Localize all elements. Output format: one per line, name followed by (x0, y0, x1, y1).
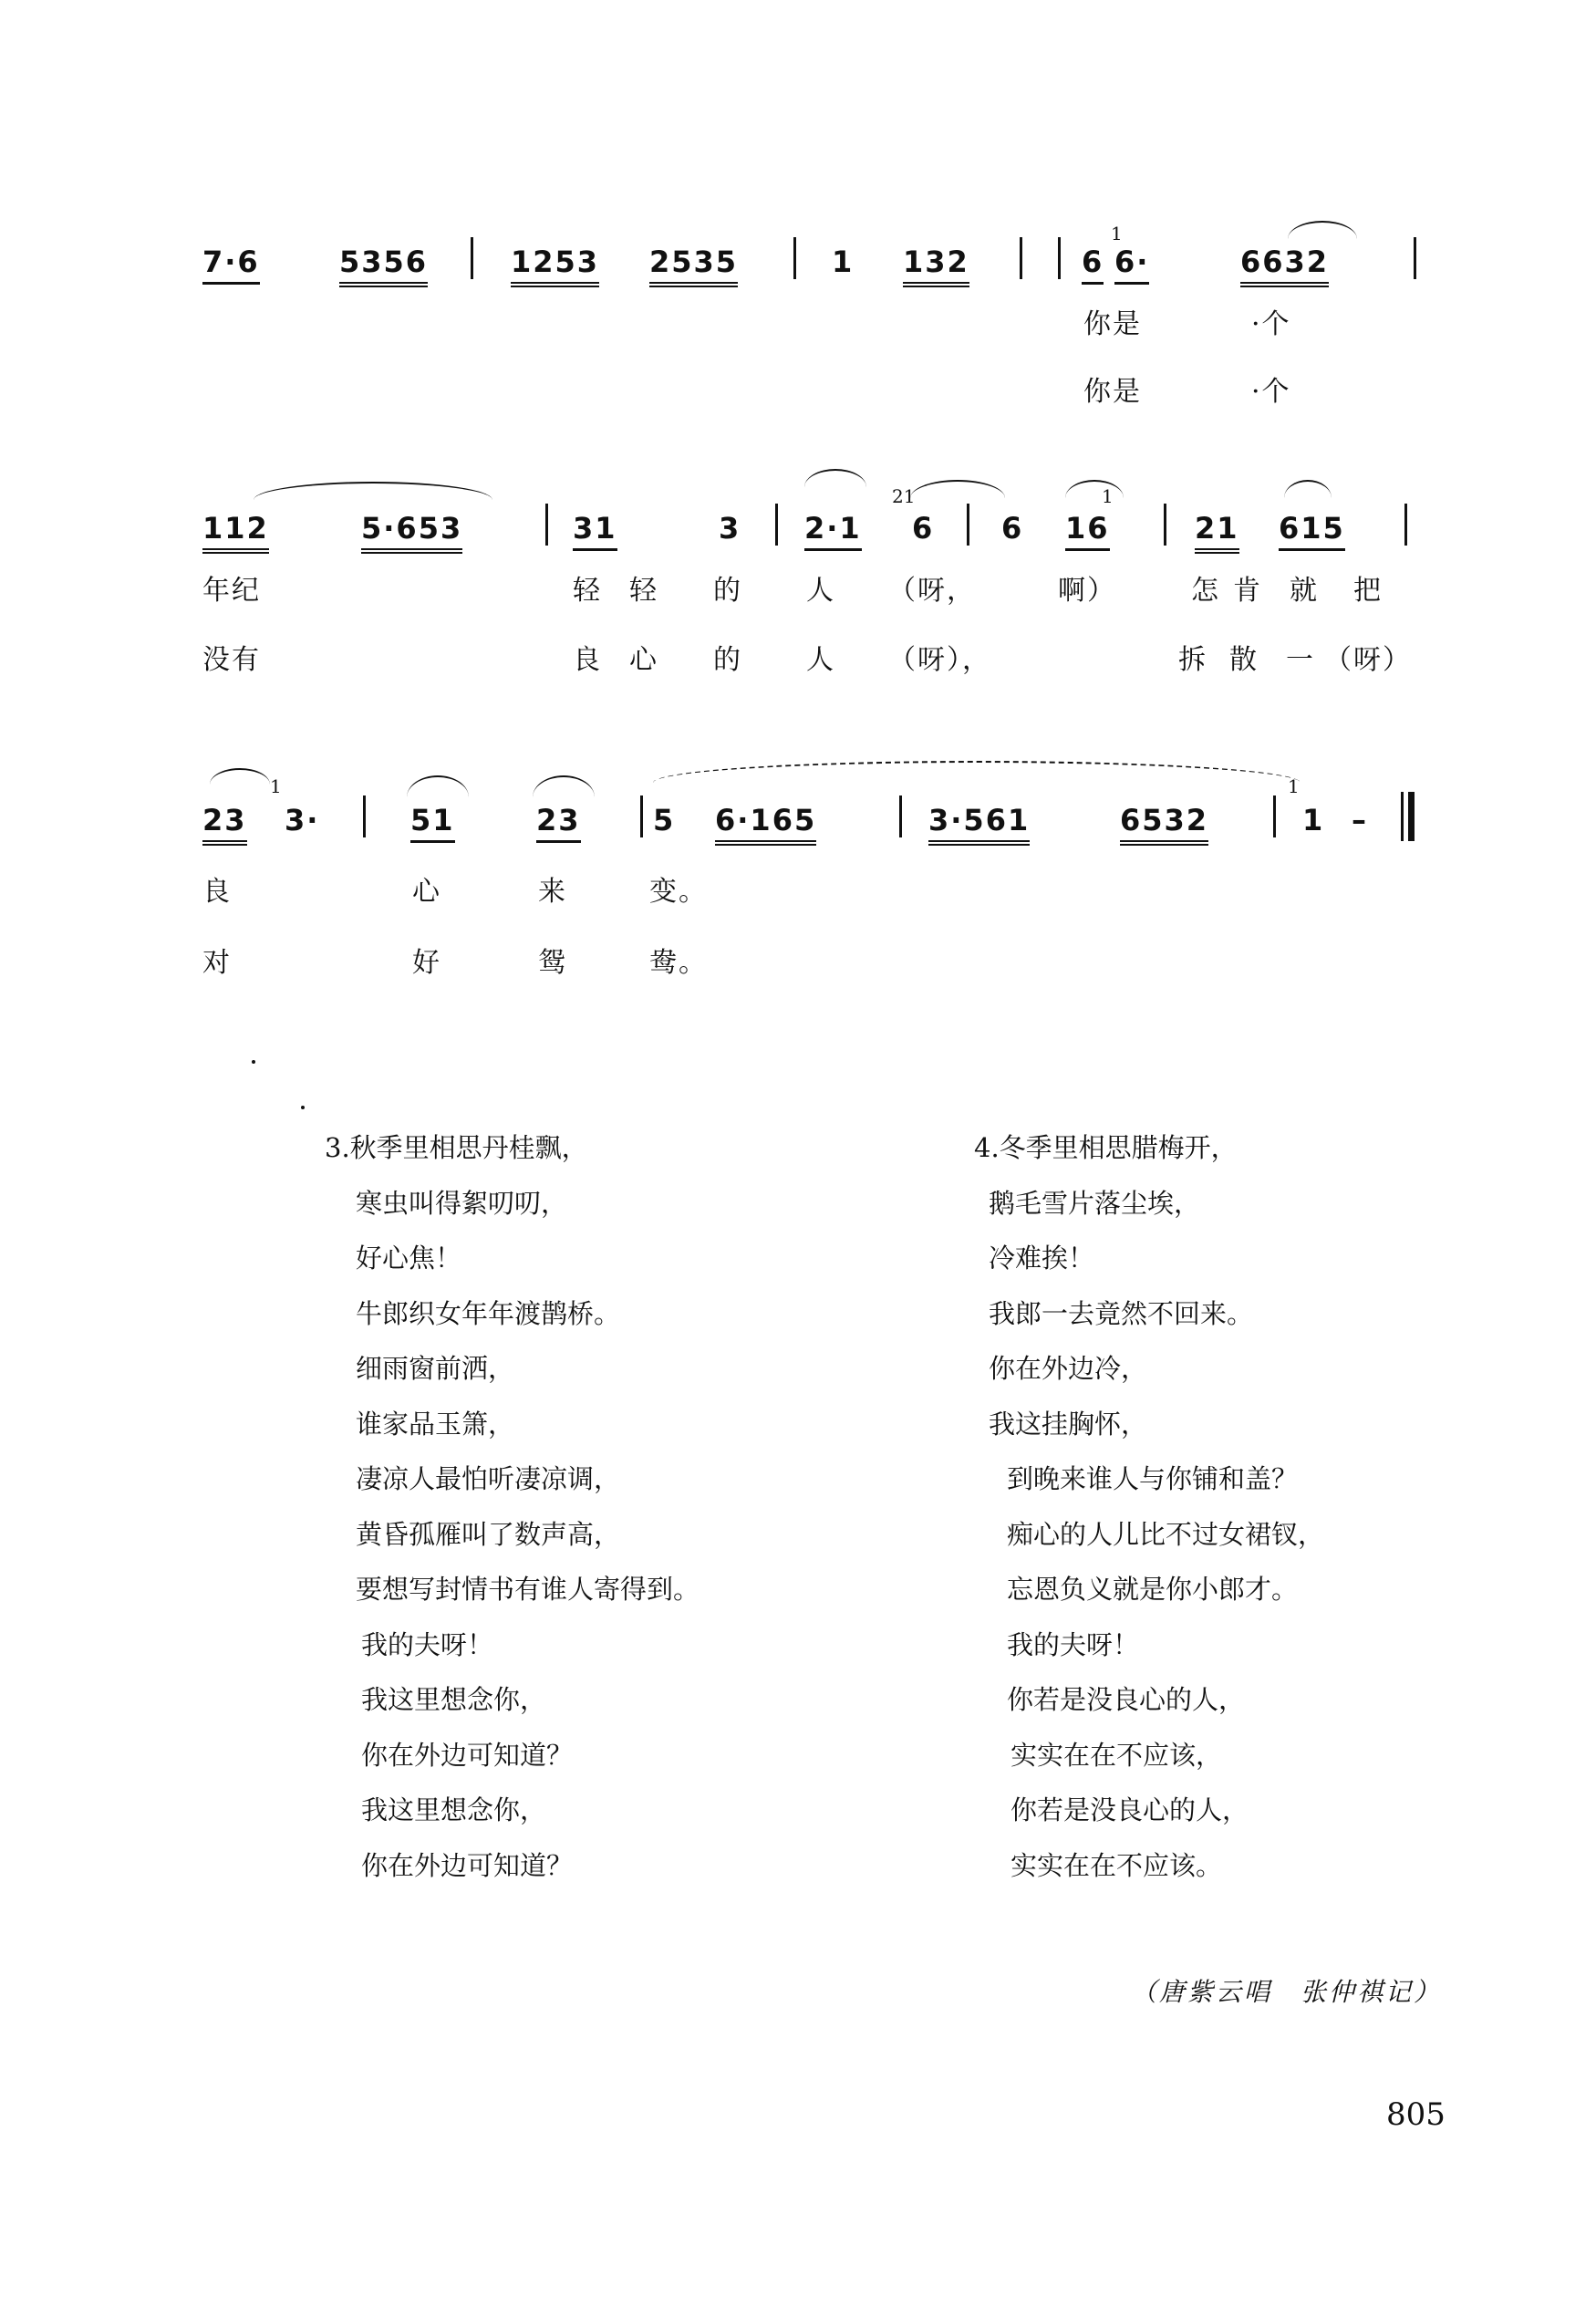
lyric: 好 (412, 947, 441, 979)
note-group: 1 (1302, 803, 1325, 837)
lyric: ·个 (1251, 308, 1291, 340)
grace-note: 1 (270, 775, 282, 797)
slur (804, 469, 866, 487)
verse-3 (325, 1120, 700, 1893)
verse-line: 牛郎织女年年渡鹊桥。 (356, 1297, 621, 1329)
lyric: 来 (538, 876, 567, 908)
slur (1284, 480, 1332, 498)
note-group: 21 (1195, 511, 1239, 554)
lyric: 你是 (1083, 376, 1142, 408)
note-group: 2535 (649, 244, 738, 287)
lyric: 散 (1229, 644, 1259, 676)
lyric: 的 (713, 644, 742, 676)
lyric: 良 (202, 876, 232, 908)
slur (210, 768, 270, 785)
lyric: 年纪 (202, 575, 261, 607)
note-group: 3 (719, 511, 741, 546)
note-group: 7·6 (202, 244, 260, 285)
note-group: 6632 (1240, 244, 1329, 287)
verse-line: 我这里想念你， (361, 1684, 547, 1715)
note-group: 6532 (1120, 803, 1208, 846)
page-number: 805 (1386, 2096, 1446, 2133)
note-group: 3· (285, 803, 320, 837)
barline (1058, 237, 1061, 279)
note-group: 615 (1279, 511, 1345, 551)
credit-line: （唐紫云唱 张仲祺记） (1131, 1977, 1443, 2007)
verse-line: 寒虫叫得絮叨叨， (356, 1187, 568, 1219)
verse-line: 你在外边可知道？ (361, 1739, 574, 1771)
lyric: ·个 (1251, 376, 1291, 408)
note-group: 132 (903, 244, 969, 287)
lyric: 心 (412, 876, 441, 908)
lyric: 心 (629, 644, 658, 676)
lyric: 你是 (1083, 308, 1142, 340)
verse-line: 黄昏孤雁叫了数声高， (356, 1518, 621, 1550)
lyric: （呀）， (888, 644, 991, 676)
verse-line: 好心焦！ (356, 1243, 462, 1274)
verse-line: 凄凉人最怕听凄凉调， (356, 1463, 621, 1494)
final-barline-thick (1408, 792, 1415, 841)
lyric: 轻 (629, 575, 658, 607)
note-group: 5·653 (361, 511, 462, 554)
note-group: 1 (832, 244, 855, 279)
verse-line: 谁家品玉箫， (356, 1408, 515, 1440)
grace-note: 1 (1111, 223, 1123, 244)
lyric: 人 (806, 575, 835, 607)
lyric: 肯 (1233, 575, 1262, 607)
verse-line: 冷难挨！ (989, 1243, 1095, 1274)
grace-note: 1 (1102, 485, 1114, 507)
note-group: 23 (536, 803, 581, 843)
slur (653, 761, 1301, 783)
lyric: 怎 (1191, 575, 1220, 607)
note-group: 2·1 (804, 511, 862, 551)
note-group: 5356 (339, 244, 428, 287)
barline (1414, 237, 1416, 279)
note-group: 5 (653, 803, 676, 837)
verse-line: 我这里想念你， (361, 1794, 547, 1825)
lyric: 就 (1290, 575, 1319, 607)
verse-line: 我的夫呀！ (1007, 1628, 1140, 1660)
barline (471, 237, 473, 279)
verse-line: 我的夫呀！ (361, 1628, 494, 1660)
verse-line: 你若是没良心的人， (1007, 1684, 1246, 1715)
lyric: 一 (1286, 644, 1315, 676)
lyric: 拆 (1178, 644, 1207, 676)
slur (254, 482, 492, 500)
note-group: 112 (202, 511, 269, 554)
barline (640, 795, 643, 837)
note-group: – (1352, 803, 1368, 837)
slur (407, 775, 469, 797)
verse-line: 你若是没良心的人， (1010, 1794, 1249, 1825)
note-group: 51 (410, 803, 455, 843)
barline (363, 795, 366, 837)
lyric: （呀） (1324, 644, 1412, 676)
verse-line: 我这挂胸怀， (989, 1408, 1148, 1440)
note-group: 23 (202, 803, 247, 846)
verse-line: 我郎一去竟然不回来。 (989, 1297, 1254, 1329)
barline (775, 504, 778, 546)
verse-line: 痴心的人儿比不过女裙钗， (1007, 1518, 1325, 1550)
note-group: 16 (1065, 511, 1110, 551)
barline (545, 504, 548, 546)
verse-line: 到晚来谁人与你铺和盖？ (1007, 1463, 1299, 1494)
note-group: 31 (573, 511, 617, 551)
barline (1404, 504, 1407, 546)
lyric: 把 (1353, 575, 1383, 607)
barline (967, 504, 969, 546)
lyric: 人 (806, 644, 835, 676)
lyric: 对 (202, 947, 232, 979)
verse-line: 鹅毛雪片落尘埃， (989, 1187, 1201, 1219)
verse-line: 4.冬季里相思腊梅开， (974, 1132, 1238, 1163)
lyric: （呀， (888, 575, 976, 607)
verse-line: 3.秋季里相思丹桂飘， (325, 1132, 588, 1163)
lyric: 鸯。 (649, 947, 708, 979)
slur (533, 775, 595, 797)
lyric: 轻 (573, 575, 602, 607)
slur (1288, 221, 1357, 239)
final-barline-thin (1401, 792, 1404, 841)
lyric: 没有 (202, 644, 261, 676)
verse-line: 忘恩负义就是你小郎才。 (1007, 1574, 1299, 1605)
note-group: 6·165 (715, 803, 816, 846)
grace-note: 1 (1288, 775, 1300, 797)
slur (1065, 480, 1124, 498)
note-group: 3·561 (928, 803, 1030, 846)
barline (1164, 504, 1166, 546)
speck (301, 1106, 305, 1109)
verse-line: 实实在在不应该， (1010, 1739, 1223, 1771)
slur (910, 480, 1005, 498)
verse-line: 你在外边冷， (989, 1353, 1148, 1384)
verse-4 (974, 1120, 1324, 1893)
lyric: 鸳 (538, 947, 567, 979)
lyric: 的 (713, 575, 742, 607)
lyric: 变。 (649, 876, 708, 908)
barline (1020, 237, 1022, 279)
speck (252, 1060, 255, 1064)
grace-note: 21 (892, 485, 916, 507)
verse-line: 你在外边可知道？ (361, 1849, 574, 1881)
barline (899, 795, 902, 837)
barline (793, 237, 796, 279)
verse-line: 实实在在不应该。 (1010, 1849, 1223, 1881)
verse-line: 要想写封情书有谁人寄得到。 (356, 1574, 700, 1605)
note-group: 6 (1082, 244, 1104, 285)
verse-line: 细雨窗前洒， (356, 1353, 515, 1384)
barline (1273, 795, 1276, 837)
lyric: 啊） (1058, 575, 1116, 607)
lyric: 良 (573, 644, 602, 676)
note-group: 6· (1114, 244, 1149, 285)
note-group: 6 (1001, 511, 1024, 546)
note-group: 6 (912, 511, 935, 546)
note-group: 1253 (511, 244, 599, 287)
